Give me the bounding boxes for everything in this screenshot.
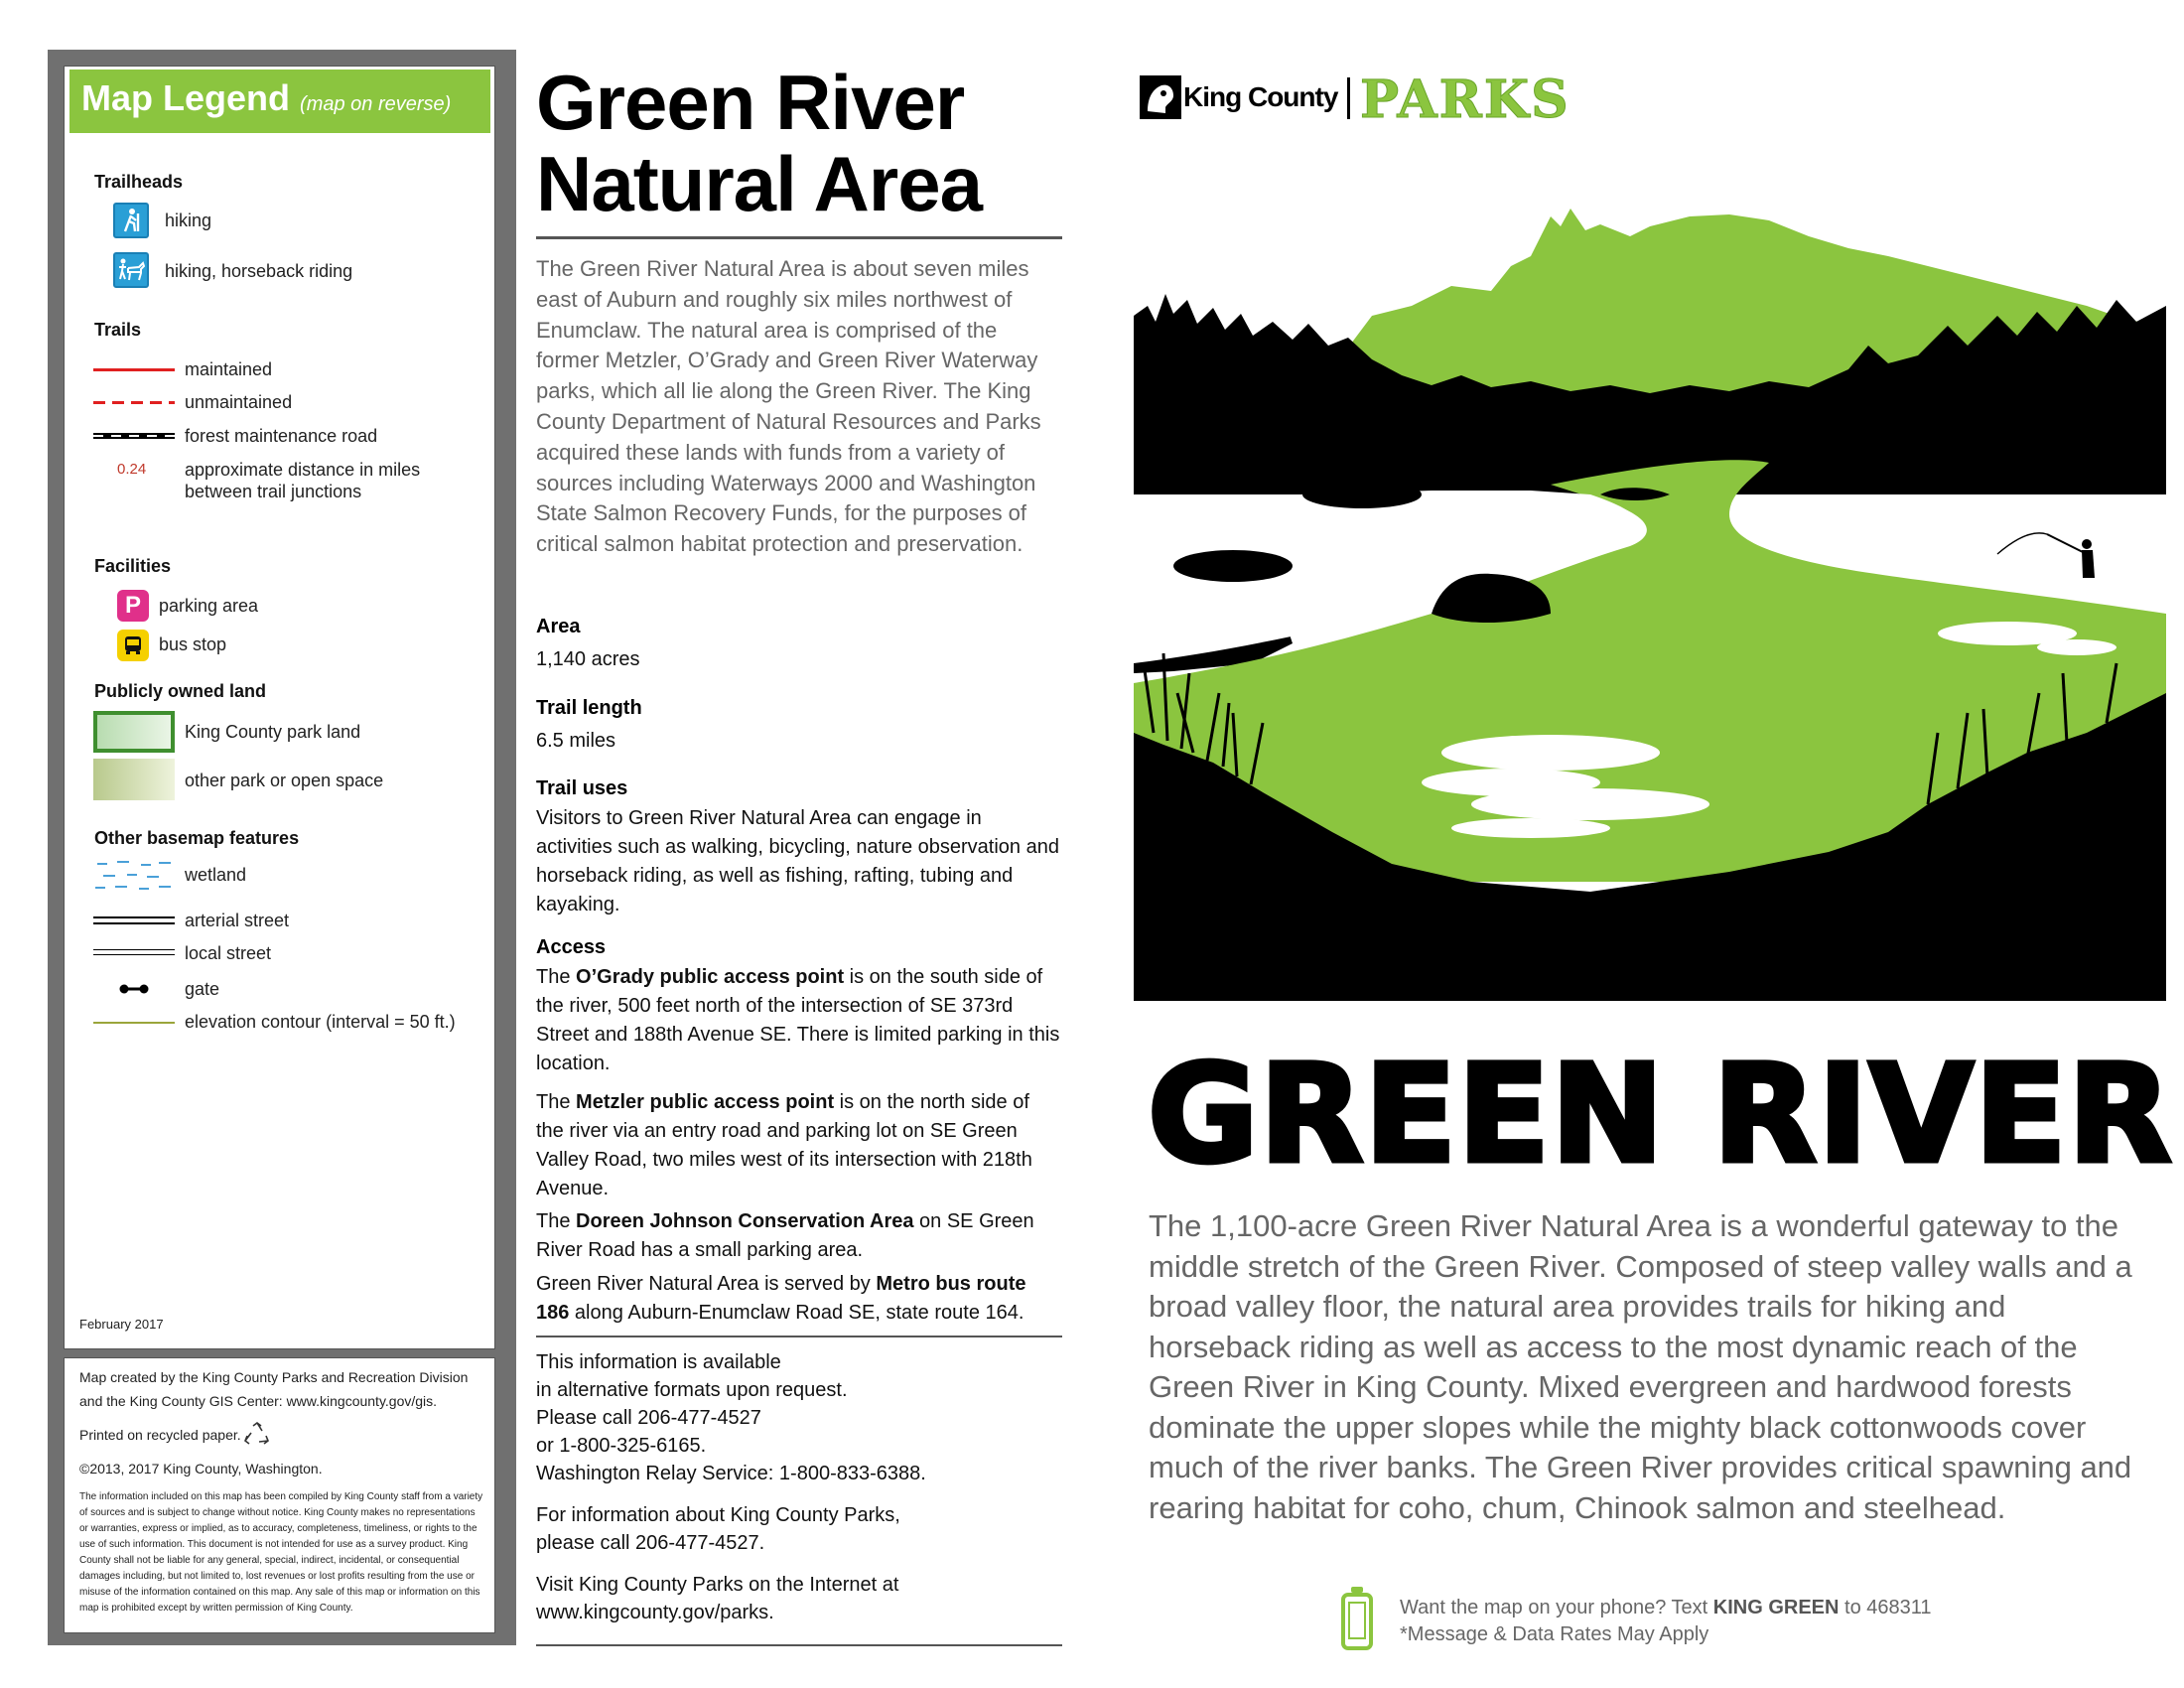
hiker-icon <box>113 203 149 238</box>
access-bus: Green River Natural Area is served by Metro bus route 186 along Auburn-Enumclaw Road SE, state route 164. <box>536 1273 1026 1324</box>
trailhead-hiking-label: hiking <box>165 211 212 230</box>
distance-label-2: between trail junctions <box>185 482 362 501</box>
arterial-swatch <box>93 916 175 924</box>
bus-label: bus stop <box>159 634 227 654</box>
trail-length-value: 6.5 miles <box>536 730 616 752</box>
gate-label: gate <box>185 979 220 999</box>
contact-line: in alternative formats upon request. <box>536 1379 848 1401</box>
river-illustration <box>1134 197 2166 1001</box>
access-ogrady: The O’Grady public access point is on the south side of the river, 500 feet north of the intersection of SE 373rd Street and 188th Avenue SE. There is limited parking in this location. <box>536 966 1060 1074</box>
horse-rider-icon <box>113 252 149 288</box>
recycle-icon <box>244 1422 270 1451</box>
legend-subtitle: (map on reverse) <box>300 93 452 115</box>
trail-uses-heading: Trail uses <box>536 777 628 799</box>
local-street-swatch <box>93 949 175 955</box>
forest-road-label: forest maintenance road <box>185 426 378 446</box>
trailhead-horse-label: hiking, horseback riding <box>165 261 353 281</box>
contour-swatch <box>93 1022 175 1024</box>
intro-paragraph: The Green River Natural Area is about seven miles east of Auburn and roughly six miles northwest of Enumclaw. The natural area is comprised of the former Metzler, O’Grady and Green River Waterway parks, which all lie along the Green River. The King County Department of Natural Resources and Parks acquired these lands with funds from a variety of sources including Waterways 2000 and Washington State Salmon Recovery Funds, for the purposes of critical salmon habitat protection and preservation. <box>536 256 1041 557</box>
doreen-name: Doreen Johnson Conservation Area <box>576 1210 914 1232</box>
sms-note: *Message & Data Rates May Apply <box>1400 1623 1709 1645</box>
parks-url[interactable]: www.kingcounty.gov/parks. <box>536 1602 774 1623</box>
legend-date: February 2017 <box>79 1317 164 1332</box>
parks-wordmark: PARKS <box>1360 70 1570 130</box>
metzler-name: Metzler public access point <box>576 1091 835 1113</box>
trails-heading: Trails <box>94 320 142 340</box>
sms-info <box>1400 1595 1932 1648</box>
distance-label-1: approximate distance in miles <box>185 460 421 480</box>
page-title <box>536 59 982 227</box>
access-metzler: The Metzler public access point is on the north side of the river via an entry road and parking lot on SE Green Valley Road, two miles west of its intersection with 218th Avenue. <box>536 1091 1032 1199</box>
contact-line: Please call 206-477-4527 <box>536 1407 761 1429</box>
king-county-logo-icon <box>1140 75 1181 124</box>
gate-icon <box>119 982 149 1001</box>
contact-line: Visit King County Parks on the Internet at <box>536 1574 899 1596</box>
contact-line: Washington Relay Service: 1-800-833-6388. <box>536 1463 926 1484</box>
local-street-label: local street <box>185 943 272 963</box>
title-line-1: Green River <box>536 59 965 146</box>
access-doreen: The Doreen Johnson Conservation Area on SE Green River Road has a small parking area. <box>536 1210 1034 1261</box>
unmaintained-trail-swatch <box>93 401 175 404</box>
king-county-name: King County <box>1183 81 1338 112</box>
contour-label: elevation contour (interval = 50 ft.) <box>185 1012 456 1032</box>
legend-title-text: Map Legend <box>81 77 291 118</box>
trail-length-heading: Trail length <box>536 697 642 719</box>
parking-label: parking area <box>159 596 259 616</box>
disclaimer-text: The information included on this map has been compiled by King County staff from a variety of sources and is subject to change without notice. King County makes no representations or warranties, express or implied, as to accuracy, completeness, timeliness, or rights to the use of such information. This document is not intended for use as a survey product. King County shall not be liable for any general, special, indirect, incidental, or consequential damages including, but not limited to, lost revenues or lost profits resulting from the use or misuse of the information contained on this map. Any sale of this map or information on this map is prohibited except by written permission of King County. <box>79 1491 483 1614</box>
cover-description: The 1,100-acre Green River Natural Area is a wonderful gateway to the middle stretch of the Green River. Composed of steep valley walls and a broad valley floor, the natural area provides trails for hiking and horseback riding as well as access to the most dynamic reach of the Green River in King County. Mixed evergreen and hardwood forests dominate the upper slopes while the mighty black cottonwoods cover much of the river banks. The Green River provides critical spawning and rearing habitat for coho, chum, Chinook salmon and steelhead. <box>1149 1208 2132 1525</box>
logo-divider <box>1347 77 1350 119</box>
credits-line-2: and the King County GIS Center: www.kingcounty.gov/gis. <box>79 1393 438 1409</box>
trailheads-heading: Trailheads <box>94 172 184 192</box>
public-land-heading: Publicly owned land <box>94 681 267 701</box>
copyright-text: ©2013, 2017 King County, Washington. <box>79 1461 323 1477</box>
title-line-2: Natural Area <box>536 140 982 227</box>
basemap-heading: Other basemap features <box>94 828 300 848</box>
arterial-label: arterial street <box>185 911 290 930</box>
maintained-label: maintained <box>185 359 273 379</box>
contact-rule-top <box>536 1336 1062 1337</box>
unmaintained-label: unmaintained <box>185 392 293 412</box>
sms-line: Want the map on your phone? Text KING GREEN to 468311 <box>1400 1597 1932 1618</box>
facilities-heading: Facilities <box>94 556 172 576</box>
cover-title: GREEN RIVER <box>1148 1037 2173 1194</box>
legend-title <box>81 77 451 119</box>
contact-rule-bottom <box>536 1644 1062 1646</box>
bus-icon <box>117 630 149 661</box>
king-county-land-swatch <box>93 711 175 753</box>
title-rule <box>536 236 1062 239</box>
parking-icon: P <box>117 590 149 622</box>
maintained-trail-swatch <box>93 368 175 371</box>
contact-line: please call 206-477-4527. <box>536 1532 765 1554</box>
recycled-text: Printed on recycled paper. <box>79 1427 241 1443</box>
phone-icon <box>1340 1587 1374 1657</box>
trail-uses-text: Visitors to Green River Natural Area can engage in activities such as walking, bicycling, nature observation and horseback riding, as well as fishing, rafting, tubing and kayaking. <box>536 807 1059 915</box>
contact-line: or 1-800-325-6165. <box>536 1435 707 1457</box>
area-value: 1,140 acres <box>536 648 640 670</box>
distance-sample: 0.24 <box>117 461 147 478</box>
other-land-swatch <box>93 759 175 800</box>
wetland-label: wetland <box>185 865 247 885</box>
forest-road-swatch <box>93 433 175 439</box>
credits-line-1: Map created by the King County Parks and Recreation Division <box>79 1369 469 1385</box>
area-heading: Area <box>536 616 581 637</box>
wetland-swatch <box>93 856 175 894</box>
access-heading: Access <box>536 936 607 958</box>
other-land-label: other park or open space <box>185 771 384 790</box>
contact-line: This information is available <box>536 1351 781 1373</box>
bus-route-name: Metro bus route 186 <box>536 1273 1026 1324</box>
contact-info <box>536 1348 1052 1626</box>
contact-line: For information about King County Parks, <box>536 1504 900 1526</box>
king-county-land-label: King County park land <box>185 722 361 742</box>
sms-keyword: KING GREEN <box>1712 1597 1840 1618</box>
ogrady-name: O’Grady public access point <box>576 966 845 988</box>
